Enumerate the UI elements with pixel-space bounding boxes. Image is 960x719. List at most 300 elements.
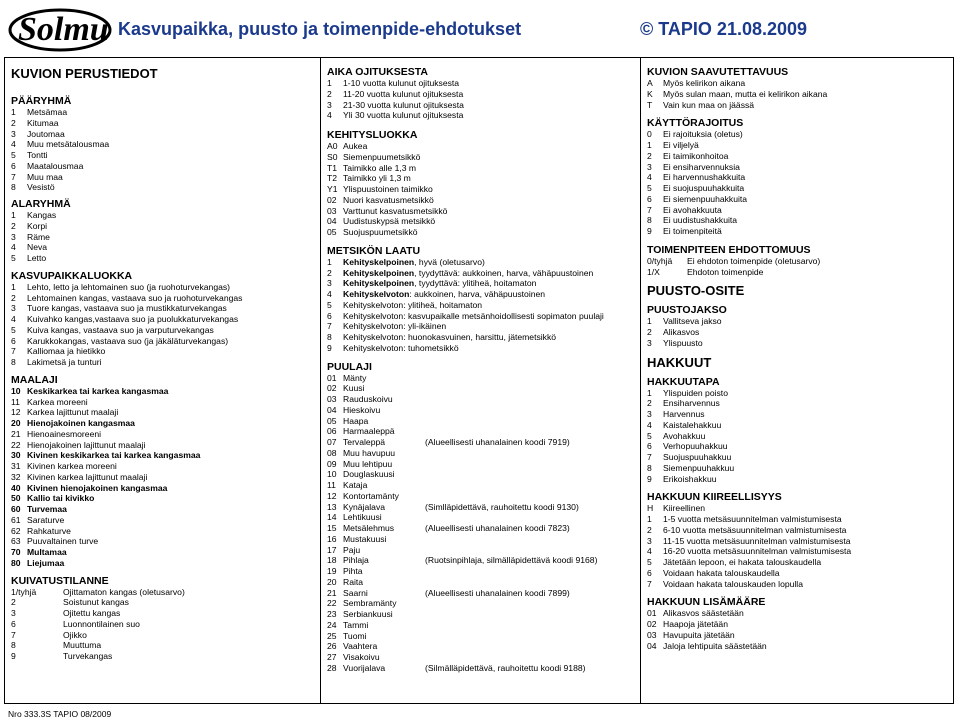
item-label: Kivinen keskikarkea tai karkea kangasmaa [27, 450, 201, 461]
item-label: Kallio tai kivikko [27, 493, 95, 504]
item-code: 9 [11, 651, 16, 661]
list-item [11, 504, 320, 515]
section-heading: KUVION SAAVUTETTAVUUS [647, 66, 789, 78]
list-item [647, 536, 955, 547]
item-code: 5 [327, 299, 332, 310]
item-label: 1-5 vuotta metsäsuunnitelman valmistumisesta [663, 514, 842, 524]
list-item [647, 100, 955, 111]
section-heading-large: HAKKUUT [647, 354, 712, 370]
item-code: 2 [11, 220, 16, 231]
list-item [11, 429, 320, 440]
item-label: Alikasvos [663, 327, 700, 337]
list-item [647, 215, 955, 226]
list-item [327, 448, 640, 459]
column-2 [321, 58, 641, 703]
item-code: 8 [11, 357, 16, 367]
item-label: Sembramänty [343, 598, 397, 609]
section-heading: KÄYTTÖRAJOITUS [647, 117, 744, 130]
item-code: 1 [11, 210, 16, 220]
list-item [327, 268, 640, 279]
item-code: 5 [647, 557, 652, 567]
list-item [11, 608, 320, 619]
item-label: Hienoainesmoreeni [27, 428, 102, 439]
item-code: 12 [11, 407, 21, 418]
list-item [11, 440, 320, 451]
item-code: 3 [647, 535, 652, 546]
item-code: 14 [327, 512, 337, 523]
list-item [11, 536, 320, 547]
list-item [647, 267, 955, 278]
item-code: 5 [647, 430, 652, 441]
item-label: Ylispuiden poisto [663, 387, 728, 398]
item-code: 22 [327, 598, 337, 609]
list-item [327, 416, 640, 427]
item-label: Lehto, letto ja lehtomainen suo (ja ruohoturvekangas) [27, 281, 231, 292]
section-heading: PÄÄRYHMÄ [11, 95, 72, 107]
item-code: 23 [327, 609, 337, 619]
section-heading-large: PUUSTO-OSITE [647, 283, 745, 299]
section-heading: HAKKUUTAPA [647, 375, 720, 388]
list-item [647, 316, 955, 327]
item-code: 25 [327, 630, 337, 641]
list-item [327, 206, 640, 217]
section-heading: HAKKUUN LISÄMÄÄRE [647, 596, 766, 609]
list-item [11, 547, 320, 558]
item-note: (Ruotsinpihlaja, silmälläpidettävä koodi 9168) [425, 555, 598, 566]
item-code: 19 [327, 566, 337, 576]
item-code: 3 [11, 231, 16, 242]
item-label: Douglaskuusi [343, 469, 395, 480]
item-code: 1 [647, 514, 652, 524]
item-label: Haapa [343, 415, 369, 426]
item-label: Ei uudistushakkuita [663, 215, 738, 226]
item-code: 1 [11, 107, 16, 117]
item-note: (Simlläpidettävä, rauhoitettu koodi 9130) [425, 501, 579, 512]
list-item [647, 327, 955, 338]
item-label: Avohakkuu [663, 430, 706, 441]
list-item [327, 545, 640, 556]
item-label: Mänty [343, 372, 367, 383]
item-label: , tyydyttävä: ylitiheä, hoitamaton [414, 278, 537, 289]
item-code: 09 [327, 458, 337, 469]
item-code: 80 [11, 557, 21, 568]
item-code: 2 [11, 117, 16, 128]
item-code: 20 [327, 576, 337, 587]
list-item [11, 526, 320, 537]
item-code: 02 [327, 383, 337, 394]
list-item [327, 555, 640, 566]
item-label: Kuiva kangas, vastaava suo ja varputurvekangas [27, 324, 214, 335]
item-label: Paju [343, 544, 361, 555]
item-label-bold: Kehityskelpoinen [343, 267, 415, 278]
list-item [11, 336, 320, 347]
item-label: Karkea lajittunut maalaji [27, 407, 119, 418]
list-item [327, 405, 640, 416]
column-3 [641, 58, 955, 703]
list-item [647, 619, 955, 630]
item-code: 2 [327, 267, 332, 278]
item-code: S0 [327, 151, 338, 162]
item-label: 11-15 vuotta metsäsuunnitelman valmistumisesta [663, 535, 851, 546]
list-item [647, 514, 955, 525]
item-code: 7 [647, 452, 652, 462]
item-label: Lehtikuusi [343, 512, 382, 523]
item-code: 1 [647, 140, 652, 150]
item-code: 2 [647, 398, 652, 409]
item-label: Lehtomainen kangas, vastaava suo ja ruohoturvekangas [27, 292, 243, 303]
item-code: 03 [647, 629, 657, 640]
list-item [327, 502, 640, 513]
item-code: 0/tyhjä [647, 255, 673, 266]
item-code: 10 [327, 469, 337, 480]
item-label: Suojuspuuhakkuu [663, 452, 732, 462]
item-code: 24 [327, 619, 337, 630]
item-label: Voidaan hakata talouskaudella [663, 567, 780, 578]
item-label: Harmaaleppä [343, 426, 395, 437]
item-code: 6 [327, 310, 332, 321]
item-label: Kehityskelvoton: ylitiheä, hoitamaton [343, 299, 483, 310]
item-label: Erikoishakkuu [663, 473, 717, 484]
item-label-bold: Kehityskelpoinen [343, 278, 415, 289]
list-item [327, 512, 640, 523]
item-label: Muu havupuu [343, 447, 396, 458]
item-label: Tuore kangas, vastaava suo ja mustikkaturvekangas [27, 303, 227, 314]
list-item [11, 450, 320, 461]
list-item [327, 184, 640, 195]
footer-text: Nro 333.3S TAPIO 08/2009 [8, 709, 112, 719]
copyright-text: © TAPIO 21.08.2009 [640, 19, 808, 39]
list-item [327, 437, 640, 448]
item-code: 31 [11, 461, 21, 471]
item-label: Ei toimenpiteitä [663, 226, 722, 236]
list-item [327, 100, 640, 111]
item-label: Turvekangas [63, 651, 113, 661]
item-code: 4 [11, 139, 16, 150]
list-item [11, 221, 320, 232]
item-label: Ei avohakkuuta [663, 204, 722, 215]
list-item [327, 152, 640, 163]
item-code: 18 [327, 555, 337, 566]
item-label: Hieskoivu [343, 404, 381, 415]
list-item [327, 110, 640, 121]
item-label: Muu metsätalousmaa [27, 139, 110, 150]
item-code: 7 [11, 171, 16, 182]
item-code: 20 [11, 418, 21, 428]
item-label: Vaahtera [343, 641, 378, 652]
list-item [647, 256, 955, 267]
item-code: 2 [11, 292, 16, 303]
column-heading: KUVION PERUSTIEDOT [11, 66, 158, 81]
item-code: 2 [647, 524, 652, 535]
section-heading: PUUSTOJAKSO [647, 304, 727, 317]
item-code: 1 [647, 387, 652, 398]
item-label: Kivinen karkea moreeni [27, 461, 117, 471]
list-item [327, 598, 640, 609]
item-label: Kontortamänty [343, 490, 399, 501]
list-item [327, 491, 640, 502]
item-label: Multamaa [27, 547, 67, 557]
list-item [327, 566, 640, 577]
item-label: Taimikko alle 1,3 m [343, 162, 417, 173]
list-item [327, 652, 640, 663]
item-code: 32 [11, 471, 21, 482]
item-label: Kivinen hienojakoinen kangasmaa [27, 482, 168, 493]
item-label: Ei harvennushakkuita [663, 172, 746, 183]
list-item [11, 325, 320, 336]
item-code: 61 [11, 514, 21, 525]
list-item [647, 398, 955, 409]
list-item [647, 183, 955, 194]
item-code: 1 [327, 78, 332, 88]
list-item [327, 609, 640, 620]
item-code: 08 [327, 447, 337, 458]
item-code: 03 [327, 205, 337, 216]
item-label: Tuomi [343, 630, 367, 641]
item-label: Myös kelirikon aikana [663, 78, 746, 88]
item-label: 6-10 vuotta metsäsuunnitelman valmistumisesta [663, 524, 847, 535]
list-item [11, 461, 320, 472]
list-item [327, 469, 640, 480]
item-label: Kiireellinen [663, 503, 706, 514]
list-item [647, 463, 955, 474]
item-label: Hienojakoinen lajittunut maalaji [27, 439, 146, 450]
list-item [11, 407, 320, 418]
item-code: 8 [647, 462, 652, 473]
list-item [11, 640, 320, 651]
item-code: 3 [11, 128, 16, 139]
item-label: Ei siemenpuuhakkuita [663, 193, 748, 204]
list-item [647, 78, 955, 89]
item-code: 06 [327, 426, 337, 437]
list-item [327, 163, 640, 174]
list-item [327, 321, 640, 332]
item-label: Keskikarkea tai karkea kangasmaa [27, 385, 169, 396]
section-heading: HAKKUUN KIIREELLISYYS [647, 491, 782, 504]
item-code: 3 [327, 99, 332, 110]
item-label: Vain kun maa on jäässä [663, 99, 755, 110]
item-label: Ei rajoituksia (oletus) [663, 129, 743, 140]
list-item [11, 472, 320, 483]
list-item [11, 630, 320, 641]
list-item [327, 577, 640, 588]
item-code: 1/X [647, 266, 660, 277]
item-label: Ehdoton toimenpide [687, 266, 764, 277]
item-label: Korpi [27, 220, 48, 231]
list-item [11, 597, 320, 608]
item-label: Muuttuma [63, 640, 102, 651]
item-label: Kynäjalava [343, 501, 386, 512]
item-code: 12 [327, 490, 337, 501]
item-label: Neva [27, 242, 48, 253]
list-item [327, 141, 640, 152]
list-item [647, 641, 955, 652]
item-label: Kalliomaa ja hietikko [27, 346, 106, 357]
section-heading: TOIMENPITEEN EHDOTTOMUUS [647, 243, 811, 256]
list-item [11, 107, 320, 118]
item-code: 3 [647, 337, 652, 348]
list-item [647, 89, 955, 100]
list-item [11, 232, 320, 243]
item-code: 5 [11, 150, 16, 160]
item-label: Visakoivu [343, 652, 380, 662]
item-label: Alikasvos säästetään [663, 608, 744, 619]
list-item [327, 227, 640, 238]
item-label: Tammi [343, 619, 369, 630]
list-item [11, 619, 320, 630]
content-frame [4, 57, 954, 704]
item-code: 4 [647, 172, 652, 183]
list-item [11, 493, 320, 504]
item-code: 4 [11, 314, 16, 324]
item-label: Suojuspuumetsikkö [343, 227, 418, 237]
list-item [647, 129, 955, 140]
item-code: 6 [11, 618, 16, 629]
item-code: A [647, 78, 653, 88]
item-label: Rauduskoivu [343, 394, 393, 404]
item-label: , hyvä (oletusarvo) [414, 256, 485, 267]
list-item [327, 78, 640, 89]
item-code: 7 [647, 578, 652, 589]
item-label: Kivinen karkea lajittunut maalaji [27, 471, 148, 482]
item-code: T1 [327, 162, 338, 173]
item-code: 2 [11, 597, 16, 608]
item-code: Y1 [327, 184, 338, 194]
item-label: Soistunut kangas [63, 597, 129, 608]
list-item [11, 483, 320, 494]
list-item [327, 426, 640, 437]
item-code: 3 [327, 278, 332, 289]
list-item [647, 151, 955, 162]
item-code: 5 [11, 253, 16, 263]
list-item [11, 161, 320, 172]
section-heading: KUIVATUSTILANNE [11, 574, 109, 587]
item-label: Ei viljelyä [663, 140, 699, 150]
item-code: 50 [11, 493, 21, 504]
item-code: 02 [327, 194, 337, 205]
list-item [647, 431, 955, 442]
item-label: Siemenpuuhakkuu [663, 462, 735, 473]
item-label: Vesistö [27, 182, 55, 193]
list-item [327, 523, 640, 534]
item-label: Metsälehmus [343, 523, 395, 533]
list-item [11, 293, 320, 304]
item-label: Ojittamaton kangas (oletusarvo) [63, 586, 185, 597]
item-label: Taimikko yli 1,3 m [343, 173, 411, 184]
item-code: 16 [327, 533, 337, 544]
item-label: 21-30 vuotta kulunut ojituksesta [343, 99, 464, 110]
list-item [647, 568, 955, 579]
item-code: 70 [11, 547, 21, 557]
list-item [327, 311, 640, 322]
list-item [11, 182, 320, 193]
item-label: Verhopuuhakkuu [663, 441, 728, 452]
item-code: 6 [647, 567, 652, 578]
item-code: 6 [11, 335, 16, 346]
item-note: (Silmälläpidettävä, rauhoitettu koodi 9188) [425, 662, 586, 673]
item-code: 1 [647, 316, 652, 327]
list-item [327, 459, 640, 470]
item-label: Vallitseva jakso [663, 316, 722, 327]
list-item [327, 289, 640, 300]
list-item [327, 278, 640, 289]
list-item [647, 194, 955, 205]
item-label: Karkea moreeni [27, 396, 88, 407]
list-item [327, 343, 640, 354]
item-label: Tontti [27, 150, 48, 160]
list-item [647, 579, 955, 590]
item-code: 6 [11, 160, 16, 171]
item-code: 21 [11, 428, 21, 439]
list-item [327, 588, 640, 599]
item-label: Puuvaltainen turve [27, 536, 99, 547]
list-item [647, 205, 955, 216]
item-code: 5 [647, 183, 652, 193]
item-code: 3 [11, 303, 16, 314]
item-code: 8 [11, 640, 16, 651]
item-label: Kuivahko kangas,vastaava suo ja puolukkaturvekangas [27, 314, 239, 324]
list-item [647, 546, 955, 557]
item-code: 03 [327, 394, 337, 404]
item-label: Kataja [343, 480, 368, 490]
list-item [647, 525, 955, 536]
item-code: 1 [327, 256, 332, 267]
item-label: Kehityskelvoton: huonokasvuinen, harsittu, jätemetsikkö [343, 332, 557, 342]
list-item [647, 420, 955, 431]
list-item [327, 173, 640, 184]
section-heading: PUULAJI [327, 360, 372, 373]
item-code: 7 [11, 346, 16, 357]
item-code: 9 [327, 342, 332, 353]
list-item [11, 253, 320, 264]
list-item [11, 129, 320, 140]
list-item [327, 332, 640, 343]
item-label: Maatalousmaa [27, 160, 84, 171]
item-code: 6 [647, 441, 652, 452]
item-label: Ojitettu kangas [63, 608, 121, 618]
list-item [327, 300, 640, 311]
list-item [327, 480, 640, 491]
item-label: : aukkoinen, harva, vähäpuustoinen [409, 289, 546, 299]
item-code: 07 [327, 437, 337, 447]
item-label: Varttunut kasvatusmetsikkö [343, 205, 448, 216]
item-code: 7 [647, 204, 652, 215]
list-item [11, 314, 320, 325]
item-code: 62 [11, 525, 21, 536]
item-label: Lakimetsä ja tunturi [27, 357, 102, 367]
item-code: 2 [327, 88, 332, 99]
item-code: 02 [647, 619, 657, 629]
section-heading: ALARYHMÄ [11, 198, 71, 210]
item-label: Yli 30 vuotta kulunut ojituksesta [343, 110, 464, 121]
item-label: Kuusi [343, 383, 365, 394]
list-item [327, 195, 640, 206]
item-code: 1/tyhjä [11, 586, 37, 597]
list-item [647, 140, 955, 151]
item-code: 7 [327, 321, 332, 332]
item-label: 11-20 vuotta kulunut ojituksesta [343, 88, 464, 99]
list-item [11, 587, 320, 598]
list-item [327, 631, 640, 642]
item-code: 04 [327, 404, 337, 415]
item-code: 27 [327, 652, 337, 662]
item-code: 30 [11, 450, 21, 461]
item-label: Turvemaa [27, 504, 67, 514]
item-code: T [647, 99, 653, 110]
item-code: 21 [327, 587, 337, 598]
item-label: Tervaleppä [343, 437, 386, 447]
item-label: Ei suojuspuuhakkuita [663, 183, 745, 193]
list-item [11, 397, 320, 408]
